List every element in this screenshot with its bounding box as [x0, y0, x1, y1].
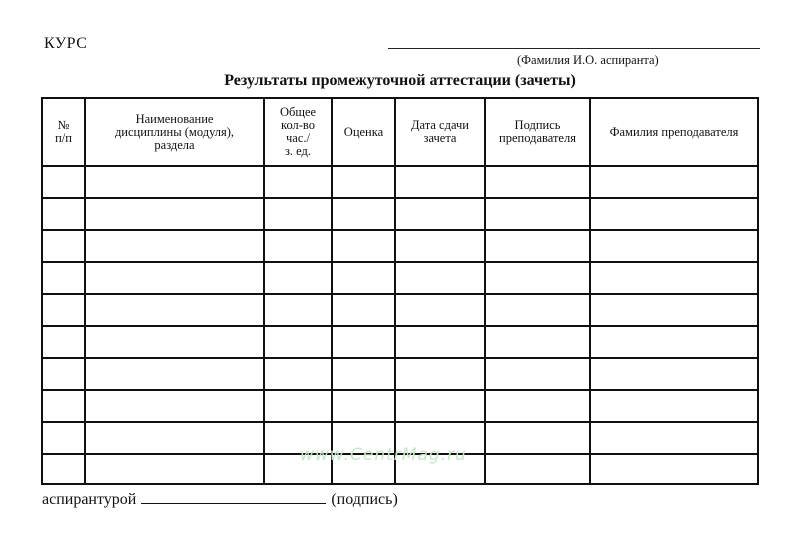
table-cell: [395, 390, 485, 422]
table-cell: [264, 358, 332, 390]
table-cell: [395, 166, 485, 198]
table-cell: [43, 198, 85, 230]
table-cell: [590, 166, 757, 198]
column-header-discipline: Наименование дисциплины (модуля), раздела: [85, 99, 264, 166]
table-cell: [332, 230, 395, 262]
table-cell: [590, 454, 757, 485]
table-cell: [43, 358, 85, 390]
watermark: www.CentrMag.ru: [300, 445, 467, 465]
table-row: [43, 358, 757, 390]
table-cell: [485, 230, 590, 262]
table-cell: [395, 262, 485, 294]
table-cell: [590, 198, 757, 230]
table-cell: [85, 422, 264, 454]
table-cell: [85, 326, 264, 358]
table-cell: [85, 454, 264, 485]
footer-signature: [42, 489, 398, 509]
table-cell: [590, 326, 757, 358]
student-name-caption: (Фамилия И.О. аспиранта): [517, 53, 659, 67]
table-cell: [85, 294, 264, 326]
table-cell: [264, 166, 332, 198]
table-cell: [395, 326, 485, 358]
table-cell: [264, 198, 332, 230]
table-cell: [43, 262, 85, 294]
table-cell: [485, 326, 590, 358]
column-header-hours: Общее кол-во час./ з. ед.: [264, 99, 332, 166]
table-cell: [43, 422, 85, 454]
table-cell: [264, 294, 332, 326]
table-row: [43, 198, 757, 230]
table-cell: [590, 262, 757, 294]
table-cell: [485, 166, 590, 198]
table-cell: [264, 230, 332, 262]
table-cell: [43, 326, 85, 358]
table-cell: [590, 358, 757, 390]
column-header-grade: Оценка: [332, 99, 395, 166]
table-cell: [332, 390, 395, 422]
table-cell: [332, 294, 395, 326]
table-cell: [590, 390, 757, 422]
table-cell: [485, 390, 590, 422]
table-cell: [85, 198, 264, 230]
table-cell: [85, 262, 264, 294]
table-cell: [43, 390, 85, 422]
column-header-number: № п/п: [43, 99, 85, 166]
signature-line: [141, 489, 326, 504]
table-row: [43, 294, 757, 326]
page-title: Результаты промежуточной аттестации (зачеты): [224, 72, 576, 89]
table-cell: [590, 230, 757, 262]
table-cell: [332, 262, 395, 294]
table-cell: [85, 390, 264, 422]
table-cell: [485, 454, 590, 485]
table-cell: [85, 230, 264, 262]
table-cell: [43, 166, 85, 198]
table-cell: [395, 294, 485, 326]
table-cell: [395, 230, 485, 262]
table-cell: [332, 326, 395, 358]
table-cell: [590, 422, 757, 454]
column-header-teacher-name: Фамилия преподавателя: [590, 99, 757, 166]
table-cell: [395, 198, 485, 230]
table-cell: [43, 454, 85, 485]
table-cell: [485, 422, 590, 454]
table-cell: [43, 294, 85, 326]
table-row: [43, 326, 757, 358]
table-cell: [485, 198, 590, 230]
signature-caption: (подпись): [331, 491, 398, 508]
table-cell: [332, 358, 395, 390]
table-row: [43, 262, 757, 294]
table-row: [43, 390, 757, 422]
table-cell: [590, 294, 757, 326]
table-cell: [85, 358, 264, 390]
table-cell: [485, 262, 590, 294]
results-table: [41, 97, 759, 485]
course-label: КУРС: [44, 35, 88, 52]
table-cell: [332, 166, 395, 198]
table-cell: [264, 390, 332, 422]
table-cell: [395, 358, 485, 390]
footer-label: аспирантурой: [42, 491, 137, 508]
table-cell: [85, 166, 264, 198]
student-name-line: [388, 48, 760, 49]
table-cell: [485, 294, 590, 326]
column-header-teacher-signature: Подпись преподавателя: [485, 99, 590, 166]
table-row: [43, 230, 757, 262]
table-cell: [264, 262, 332, 294]
table-cell: [485, 358, 590, 390]
table-header-row: [43, 99, 757, 166]
table-cell: [332, 198, 395, 230]
table-row: [43, 166, 757, 198]
table-cell: [43, 230, 85, 262]
table-cell: [264, 326, 332, 358]
column-header-date: Дата сдачи зачета: [395, 99, 485, 166]
